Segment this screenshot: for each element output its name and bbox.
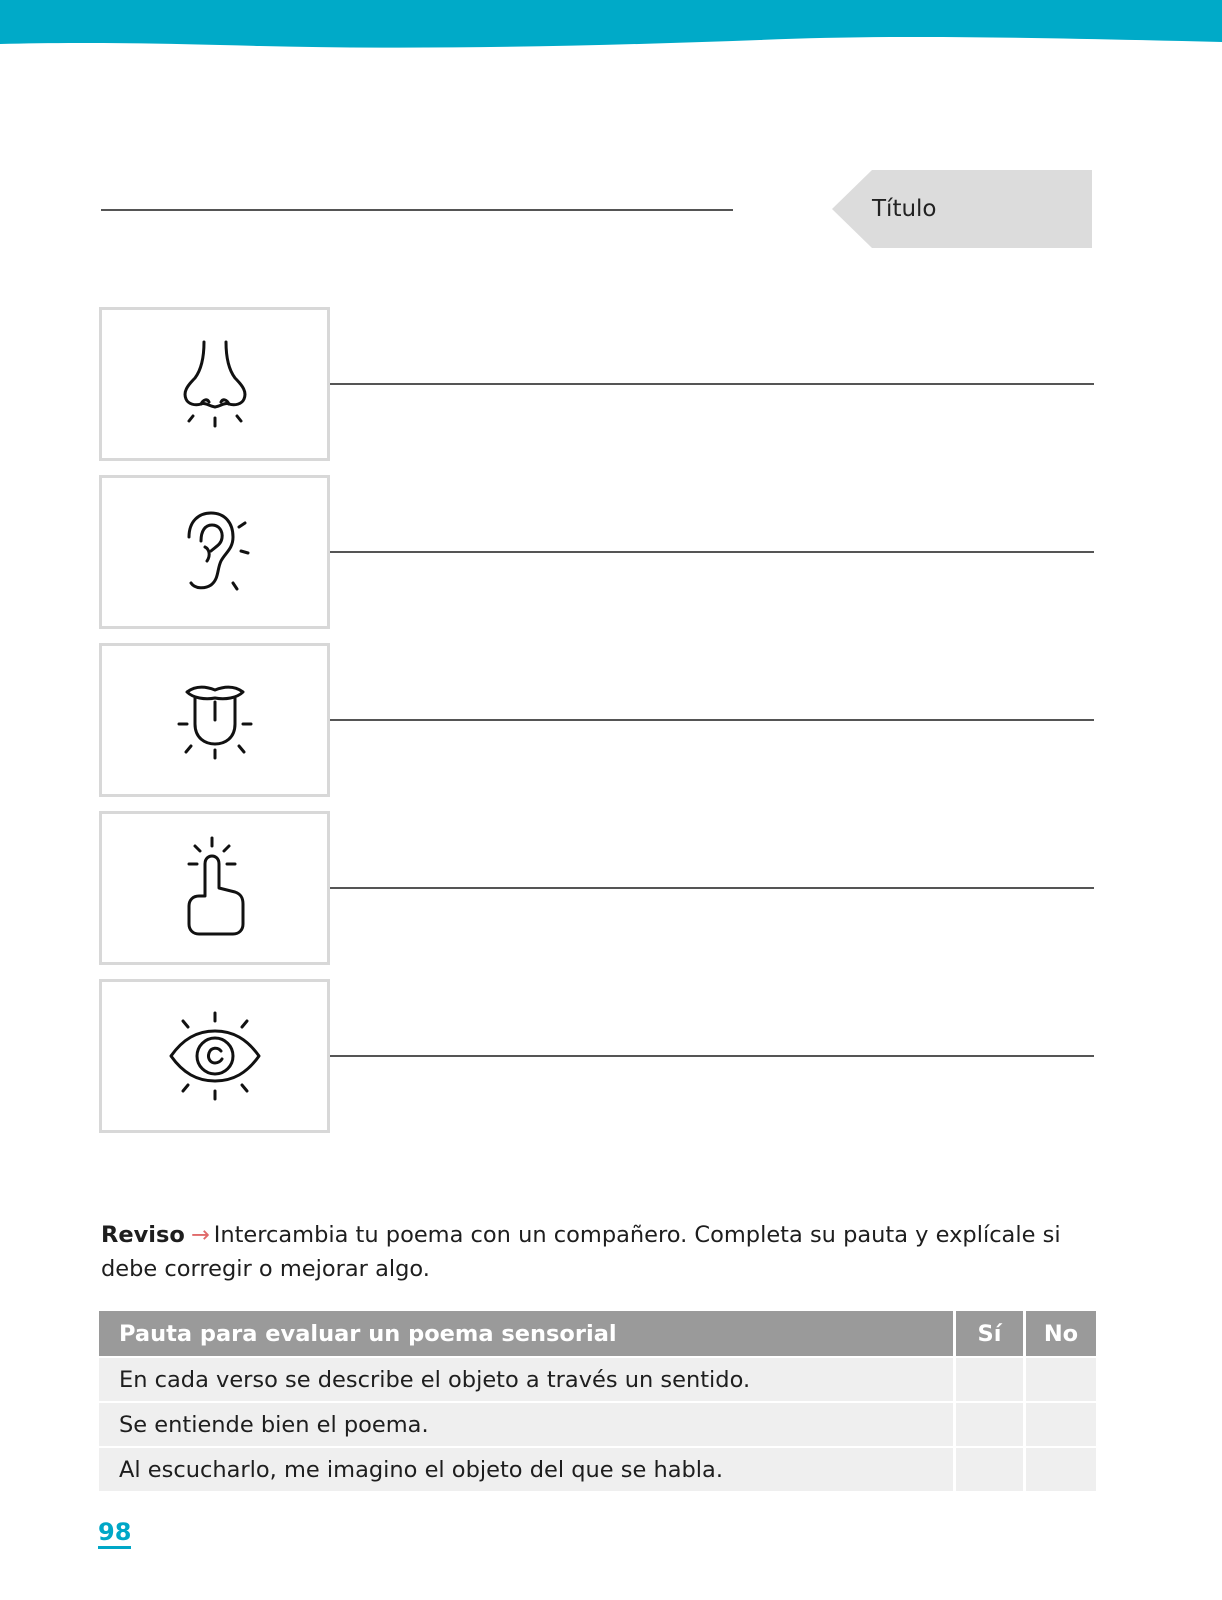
- criterion-text: Al escucharlo, me imagino el objeto del que se habla.: [99, 1446, 956, 1491]
- yes-checkbox-cell[interactable]: [956, 1356, 1026, 1401]
- page-number: 98: [98, 1518, 131, 1549]
- sense-box: [99, 643, 330, 797]
- reviso-text: Intercambia tu poema con un compañero. Completa su pauta y explícale si debe corregir o mejorar algo.: [101, 1222, 1061, 1282]
- sense-row-taste: [99, 643, 1094, 797]
- title-tag-shape: [832, 170, 1092, 248]
- no-checkbox-cell[interactable]: [1026, 1446, 1096, 1491]
- no-checkbox-cell[interactable]: [1026, 1401, 1096, 1446]
- title-tag-label: Título: [872, 196, 937, 222]
- sense-row-sight: [99, 979, 1094, 1133]
- table-row: [99, 1446, 1096, 1491]
- no-checkbox-cell[interactable]: [1026, 1356, 1096, 1401]
- arrow-right-icon: →: [190, 1222, 210, 1248]
- sense-write-line[interactable]: [330, 887, 1094, 889]
- sense-write-line[interactable]: [330, 383, 1094, 385]
- table-header-title: Pauta para evaluar un poema sensorial: [99, 1311, 956, 1356]
- eye-icon: [167, 1011, 263, 1101]
- yes-checkbox-cell[interactable]: [956, 1401, 1026, 1446]
- title-write-line[interactable]: [101, 209, 733, 211]
- sense-row-hearing: [99, 475, 1094, 629]
- sense-box: [99, 811, 330, 965]
- top-wave-banner: [0, 0, 1222, 52]
- reviso-instruction: [101, 1218, 1091, 1286]
- sense-box: [99, 307, 330, 461]
- sense-write-line[interactable]: [330, 551, 1094, 553]
- table-header-yes: Sí: [956, 1311, 1026, 1356]
- table-header-no: No: [1026, 1311, 1096, 1356]
- sense-row-touch: [99, 811, 1094, 965]
- title-tag: [832, 170, 1092, 248]
- sense-write-line[interactable]: [330, 719, 1094, 721]
- table-row: [99, 1401, 1096, 1446]
- evaluation-table: [99, 1311, 1096, 1491]
- reviso-label: Reviso: [101, 1222, 185, 1248]
- sense-row-smell: [99, 307, 1094, 461]
- tongue-icon: [175, 680, 255, 760]
- criterion-text: En cada verso se describe el objeto a través un sentido.: [99, 1356, 956, 1401]
- criterion-text: Se entiende bien el poema.: [99, 1401, 956, 1446]
- finger-touch-icon: [175, 836, 255, 940]
- sense-box: [99, 475, 330, 629]
- table-row: [99, 1356, 1096, 1401]
- ear-icon: [175, 507, 255, 597]
- sense-write-line[interactable]: [330, 1055, 1094, 1057]
- sense-box: [99, 979, 330, 1133]
- yes-checkbox-cell[interactable]: [956, 1446, 1026, 1491]
- nose-icon: [175, 336, 255, 432]
